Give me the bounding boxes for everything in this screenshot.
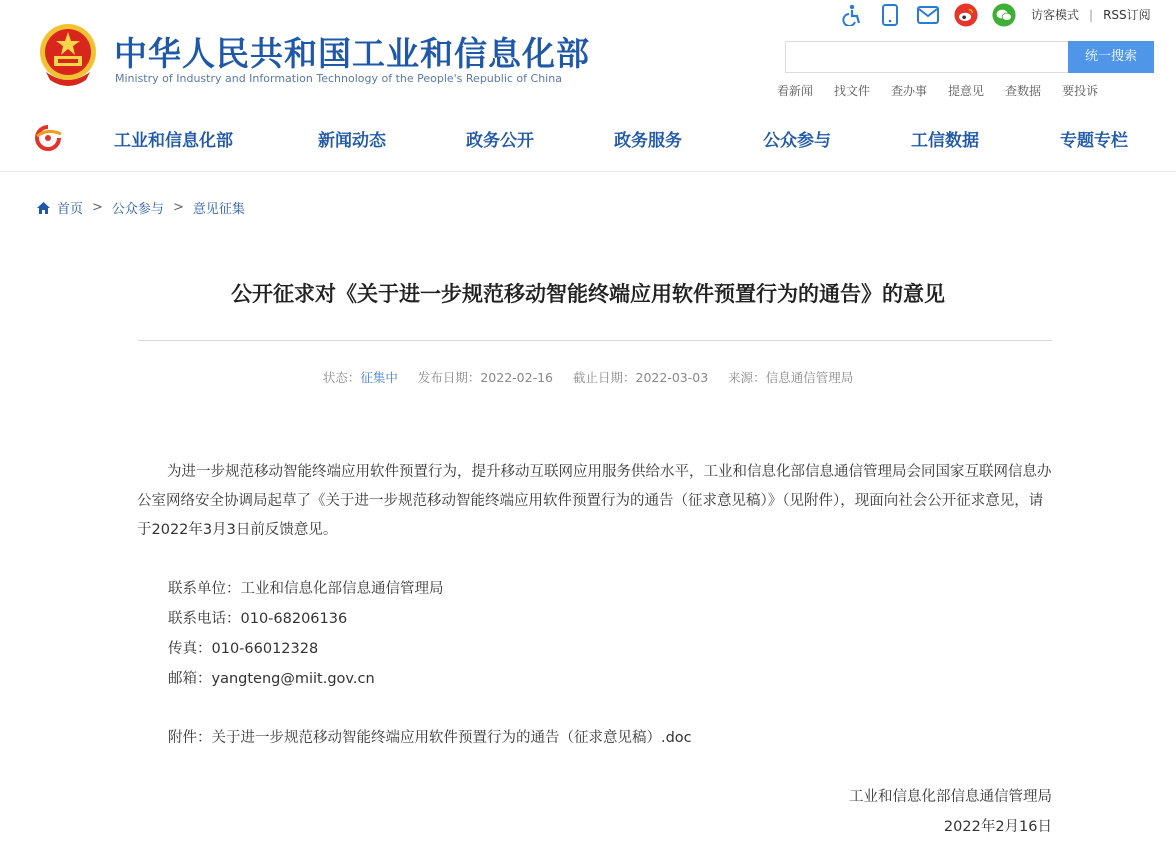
breadcrumb (36, 198, 245, 217)
breadcrumb-separator: > (92, 200, 103, 215)
top-icon-bar (840, 2, 1030, 28)
title-divider (138, 340, 1052, 341)
contact-unit: 联系单位：工业和信息化部信息通信管理局 (168, 581, 444, 597)
breadcrumb-home[interactable]: 首页 (57, 202, 84, 217)
quick-link-complaint[interactable]: 要投诉 (1062, 84, 1099, 98)
publish-date: 2022-02-16 (480, 370, 553, 385)
rss-link[interactable]: RSS订阅 (1103, 8, 1151, 22)
divider: | (1089, 8, 1094, 22)
national-emblem-icon[interactable] (36, 22, 100, 88)
nav-item-ministry[interactable]: 工业和信息化部 (114, 131, 233, 151)
contact-phone: 联系电话：010-68206136 (168, 611, 348, 627)
search-input[interactable] (786, 42, 1069, 72)
site-subtitle: Ministry of Industry and Information Technology of the People's Republic of China (115, 72, 562, 85)
mobile-icon[interactable] (878, 3, 902, 27)
home-icon[interactable] (36, 201, 51, 215)
top-links (1031, 6, 1151, 23)
quick-link-feedback[interactable]: 提意见 (948, 84, 985, 98)
weibo-icon[interactable] (954, 3, 978, 27)
accessibility-icon[interactable] (840, 3, 864, 27)
quick-link-services[interactable]: 查办事 (891, 84, 928, 98)
search-button[interactable]: 统一搜索 (1068, 41, 1154, 73)
mail-icon[interactable] (916, 3, 940, 27)
signature-date: 2022年2月16日 (943, 819, 1052, 835)
publish-date-label: 发布日期： (417, 370, 481, 385)
attachment-link[interactable]: 附件：关于进一步规范移动智能终端应用软件预置行为的通告（征求意见稿）.doc (168, 730, 692, 746)
ministry-logo-icon[interactable] (33, 124, 63, 152)
source-label: 来源： (728, 370, 766, 385)
status-badge: 征集中 (360, 370, 398, 385)
nav-item-topics[interactable]: 专题专栏 (1060, 131, 1128, 151)
nav-item-public-participation[interactable]: 公众参与 (763, 131, 831, 151)
visitor-mode-link[interactable]: 访客模式 (1031, 8, 1080, 22)
breadcrumb-public-participation[interactable]: 公众参与 (111, 202, 164, 217)
nav-item-data[interactable]: 工信数据 (911, 131, 979, 151)
quick-link-news[interactable]: 看新闻 (777, 84, 814, 98)
main-nav (0, 108, 1176, 172)
status-label: 状态： (322, 370, 361, 385)
source-value: 信息通信管理局 (765, 370, 854, 385)
quick-links (777, 82, 1119, 99)
article-meta (0, 368, 1176, 386)
search-bar (785, 41, 1154, 73)
nav-item-news[interactable]: 新闻动态 (318, 131, 386, 151)
quick-link-data[interactable]: 查数据 (1005, 84, 1042, 98)
breadcrumb-separator: > (172, 200, 184, 215)
deadline-date: 2022-03-03 (635, 370, 709, 385)
deadline-label: 截止日期： (573, 370, 636, 385)
site-header (0, 0, 1176, 100)
nav-item-gov-services[interactable]: 政务服务 (614, 131, 682, 151)
contact-email[interactable]: 邮箱：yangteng@miit.gov.cn (168, 671, 375, 687)
breadcrumb-opinion-collection[interactable]: 意见征集 (192, 202, 245, 217)
contact-fax: 传真：010-66012328 (168, 641, 319, 657)
signature-org: 工业和信息化部信息通信管理局 (849, 789, 1052, 805)
nav-item-gov-affairs[interactable]: 政务公开 (466, 131, 534, 151)
article-title: 公开征求对《关于进一步规范移动智能终端应用软件预置行为的通告》的意见 (231, 282, 945, 306)
article-body: 为进一步规范移动智能终端应用软件预置行为，提升移动互联网应用服务供给水平，工业和信息化部信息通信管理局会同国家互联网信息办公室网络安全协调局起草了《关于进一步规范移动智能终端应用软件预置行为的通告（征求意见稿）》（见附件），现面向社会公开征求意见，请于2022年3月3日前反馈意见。 (137, 464, 1052, 538)
site-title[interactable]: 中华人民共和国工业和信息化部 (114, 34, 590, 73)
wechat-icon[interactable] (992, 3, 1016, 27)
quick-link-files[interactable]: 找文件 (834, 84, 871, 98)
